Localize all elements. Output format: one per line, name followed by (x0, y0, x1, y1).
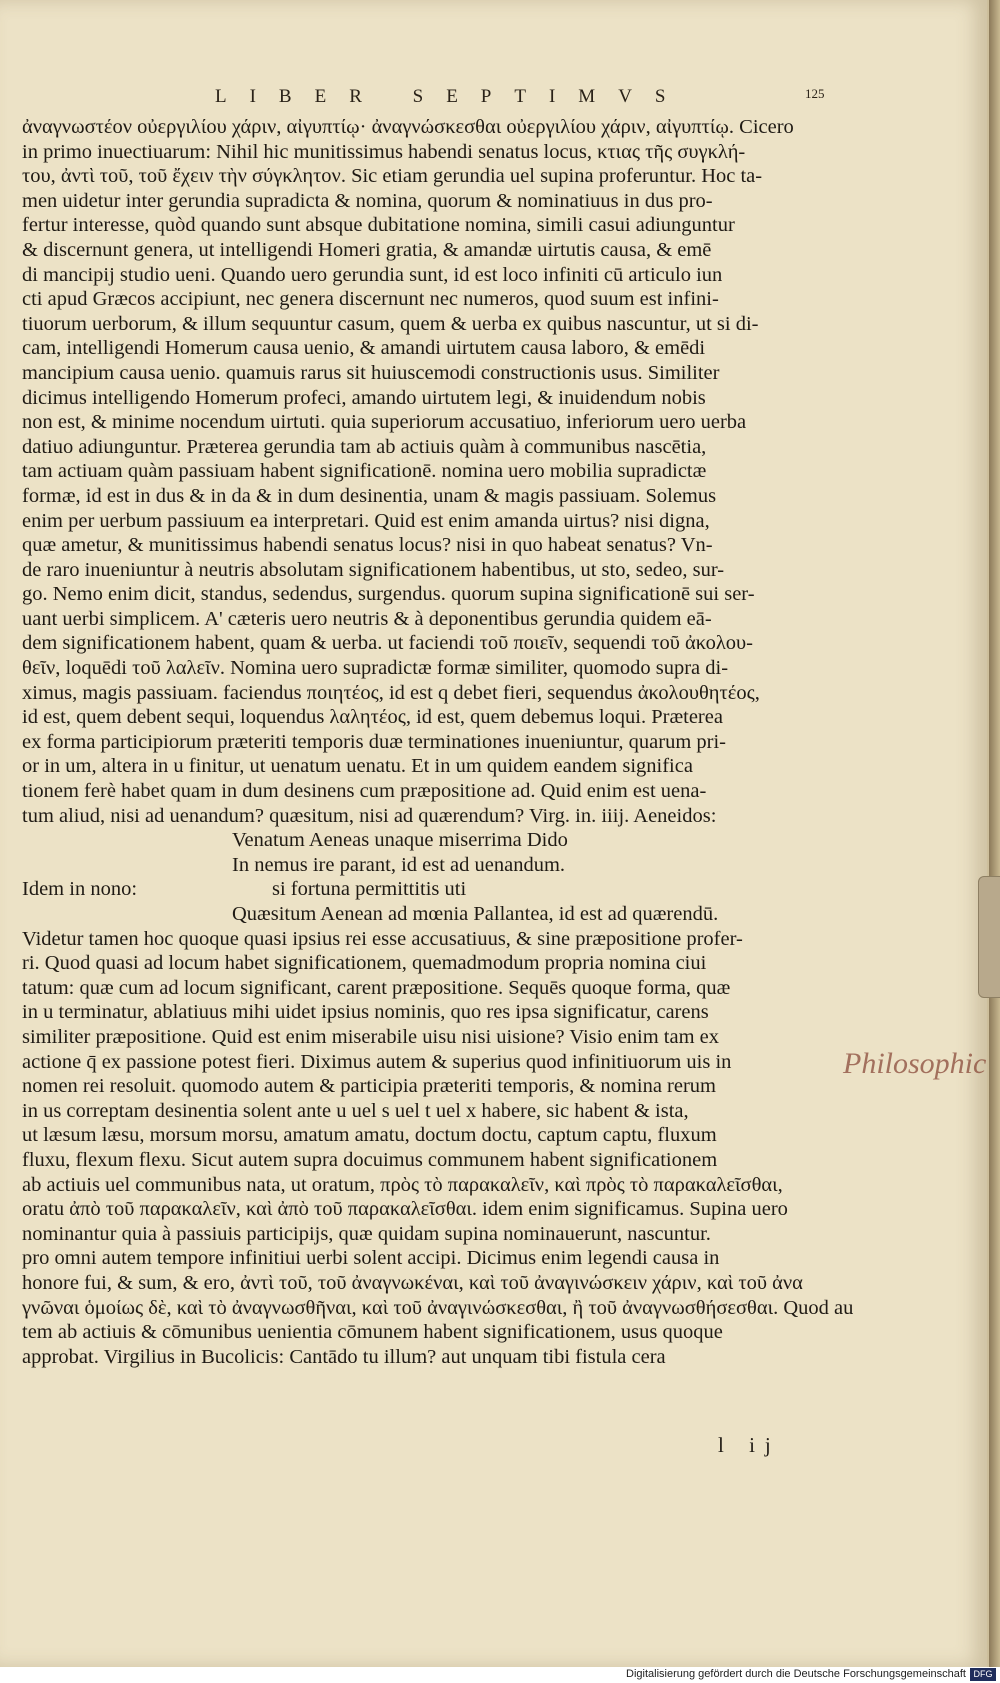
main-text (22, 115, 854, 1369)
text-line: γνῶναι ὁμοίως δὲ, καὶ τὸ ἀναγνωσθῆναι, καὶ τοῦ ἀναγινώσκεσθαι, ἢ τοῦ ἀναγνωσθήσεσθαι. Quod au (22, 1296, 854, 1319)
text-line: ut læsum læsu, morsum morsu, amatum amatu, doctum doctu, captum captu, fluxum (22, 1124, 717, 1147)
text-line: Videtur tamen hoc quoque quasi ipsius rei esse accusatiuus, & sine præpositione profer- (22, 927, 743, 950)
text-line: pro omni autem tempore infinitiui uerbi solent accipi. Dicimus enim legendi causa in (22, 1247, 720, 1270)
text-line: go. Nemo enim dicit, standus, sedendus, surgendus. quorum supina significationē sui ser- (22, 583, 755, 606)
text-line: ri. Quod quasi ad locum habet significationem, quemadmodum propria nomina ciui (22, 952, 707, 975)
verse-line: Venatum Aeneas unaque miserrima Dido (232, 829, 568, 852)
text-line: formæ, id est in dus & in da & in dum desinentia, unam & magis passiuam. Solemus (22, 484, 717, 507)
text-line: fluxu, flexum flexu. Sicut autem supra docuimus communem habent significationem (22, 1148, 718, 1171)
text-line: datiuo adiunguntur. Præterea gerundia tam ab actiuis quàm à communibus nascētia, (22, 435, 707, 458)
text-line: id est, quem debent sequi, loquendus λαλητέος, id est, quem debemus loqui. Præterea (22, 706, 723, 729)
text-line: actione q̄ ex passione potest fieri. Diximus autem & superius quod infinitiuorum uis in (22, 1050, 732, 1073)
text-line: dicimus intelligendo Homerum profeci, amando uirtutem legi, & inuidendum nobis (22, 386, 706, 409)
footer-credit: Digitalisierung gefördert durch die Deutsche Forschungsgemeinschaft (626, 1668, 966, 1680)
text-line: ximus, magis passiuam. faciendus ποιητέος, id est q debet fieri, sequendus ἀκολουθητέος, (22, 681, 760, 704)
text-line: de raro inueniuntur à neutris absolutam significationem habentibus, ut sto, sedeo, sur- (22, 558, 725, 581)
text-line: nomen rei resoluit. quomodo autem & participia præteriti temporis, & nomina rerum (22, 1075, 716, 1098)
text-line: quæ ametur, & munitissimus habendi senatus locus? nisi in quo habeat senatus? Vn- (22, 534, 713, 557)
text-line: honore fui, & sum, & ero, ἀντὶ τοῦ, τοῦ ἀναγνωκέναι, καὶ τοῦ ἀναγινώσκειν χάριν, καὶ τοῦ ἀνα (22, 1271, 803, 1294)
citation-line (22, 877, 842, 902)
text-line: ex forma participiorum præteriti temporis duæ terminationes inueniuntur, quarum pri- (22, 730, 726, 753)
folio-number: 125 (805, 86, 825, 101)
text-line: men uidetur inter gerundia supradicta & nomina, quorum & nominatiuus in dus pro- (22, 189, 713, 212)
text-line: similiter præpositione. Quid est enim miserabile uisu nisi uisione? Visio enim tam ex (22, 1025, 720, 1048)
text-line: cti apud Græcos accipiunt, nec genera discernunt nec numeros, quod suum est infini- (22, 288, 719, 311)
text-line: in u terminatur, ablatiuus mihi uidet ipsius nominis, quo res ipsa significatur, carens (22, 1001, 709, 1024)
text-line: in us correptam desinentia solent ante u uel s uel t uel x habere, sic habent & ista, (22, 1099, 689, 1122)
page-tab-marker (978, 876, 1000, 998)
text-line: fertur interesse, quòd quando sunt absque dubitatione nomina, simili casui adiunguntur (22, 214, 735, 237)
text-line: non est, & minime nocendum uirtuti. quia superiorum accusatiuo, inferiorum uero uerba (22, 411, 747, 434)
text-line: tam actiuam quàm passiuam habent significationē. nomina uero mobilia supradictæ (22, 460, 707, 483)
verse-line: Quæsitum Aenean ad mœnia Pallantea, id est ad quærendū. (232, 903, 719, 925)
text-line: uant uerbi simplicem. A' cæteris uero neutris & à deponentibus gerundia quidem eā- (22, 607, 712, 630)
verse-line: In nemus ire parant, id est ad uenandum. (232, 853, 566, 876)
running-head: LIBER SEPTIMVS (215, 86, 689, 107)
text-line: oratu ἀπὸ τοῦ παρακαλεῖν, καὶ ἀπὸ τοῦ παρακαλεῖσθαι. idem enim significamus. Supina uero (22, 1198, 788, 1221)
text-line: θεῖν, loquēdi τοῦ λαλεῖν. Nomina uero supradictæ formæ similiter, quomodo supra di- (22, 657, 729, 680)
text-line: approbat. Virgilius in Bucolicis: Cantādo tu illum? aut unquam tibi fistula cera (22, 1345, 666, 1368)
text-line: tem ab actiuis & cōmunibus uenientia cōmunem habent significationem, usus quoque (22, 1321, 723, 1344)
verse-text: si fortuna permittitis uti (272, 878, 467, 901)
marginal-note: Philosophic (843, 1047, 987, 1080)
text-line: or in um, altera in u finitur, ut uenatum uenatu. Et in um quidem eandem significa (22, 755, 693, 778)
text-line: & discernunt genera, ut intelligendi Homeri gratia, & amandæ uirtutis causa, & emē (22, 238, 712, 261)
text-line: enim per uerbum passiuum ea interpretari. Quid est enim amanda uirtus? nisi digna, (22, 509, 710, 532)
citation-label: Idem in nono: (22, 878, 138, 901)
text-line: nominantur quia à passiuis participijs, quæ quidam supina nominauerunt, nascuntur. (22, 1222, 711, 1245)
text-line: cam, intelligendi Homerum causa uenio, & amandi uirtutem causa laboro, & emēdi (22, 337, 706, 360)
text-line: di mancipij studio ueni. Quando uero gerundia sunt, id est loco infiniti cū articulo iun (22, 263, 723, 286)
text-line: ab actiuis uel communibus nata, ut oratum, πρὸς τὸ παρακαλεῖν, καὶ πρὸς τὸ παρακαλεῖσθαι, (22, 1173, 783, 1196)
text-line: του, ἀντὶ τοῦ, τοῦ ἔχειν τὴν σύγκλητον. Sic etiam gerundia uel supina proferuntur. Hoc ta- (22, 165, 763, 188)
dfg-logo-icon: DFG (970, 1668, 996, 1681)
text-line: ἀναγνωστέον οὐεργιλίου χάριν, αἰγυπτίῳ· ἀναγνώσκεσθαι οὐεργιλίου χάριν, αἰγυπτίῳ. Cicero (22, 116, 794, 138)
text-line: in primo inuectiuarum: Nihil hic munitissimus habendi senatus locus, κτιας τῆς συγκλή- (22, 140, 746, 163)
text-line: tum aliud, nisi ad uenandum? quæsitum, nisi ad quærendum? Virg. in. iiij. Aeneidos: (22, 804, 717, 827)
text-line: mancipium causa uenio. quamuis rarus sit huiuscemodi constructionis usus. Similiter (22, 361, 720, 384)
text-line: tiuorum uerborum, & illum sequuntur casum, quem & uerba ex quibus nascuntur, ut si di- (22, 312, 759, 335)
text-line: tionem ferè habet quam in dum desinens cum præpositione ad. Quid enim est uena- (22, 780, 707, 803)
text-line: tatum: quæ cum ad locum significant, carent præpositione. Sequēs quoque forma, quæ (22, 976, 731, 999)
text-line: dem significationem habent, quam & uerba. ut faciendi τοῦ ποιεῖν, sequendi τοῦ ἀκολου- (22, 632, 754, 655)
page-edge (989, 0, 1000, 1667)
signature-mark: l ij (718, 1433, 781, 1457)
